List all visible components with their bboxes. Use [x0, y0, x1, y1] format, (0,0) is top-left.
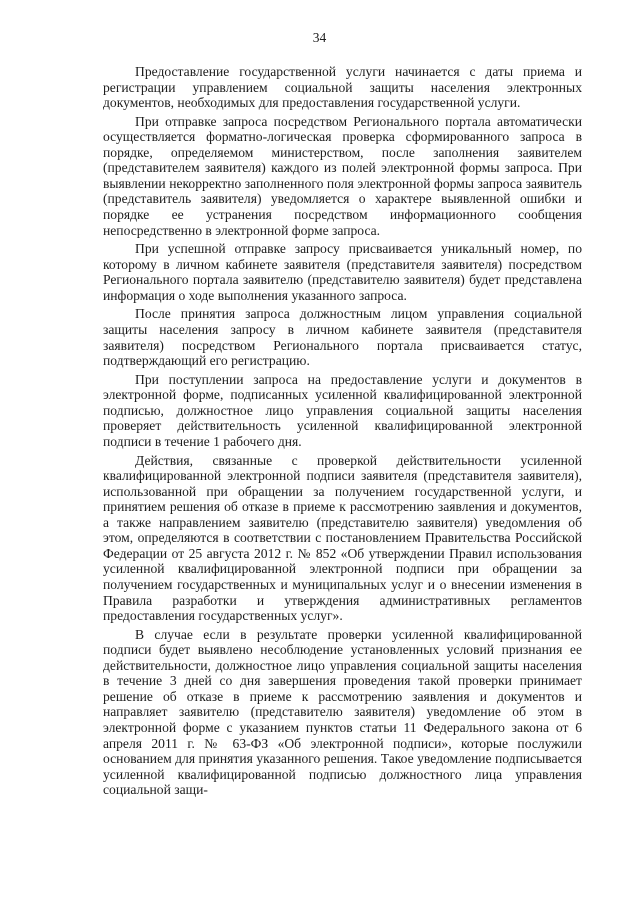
paragraph-1: Предоставление государственной услуги начинается с даты приема и регистрации управлением социальной защиты населения электронных документов, необходимых для предоставления государственной услуги.	[103, 64, 582, 111]
paragraph-5: При поступлении запроса на предоставление услуги и документов в электронной форме, подписанных усиленной квалифицированной электронной подписью, должностное лицо управления социальной защиты населения проверяет действительность усиленной квалифицированной электронной подписи в течение 1 рабочего дня.	[103, 371, 582, 449]
page-number: 34	[312, 30, 327, 45]
paragraph-2: При отправке запроса посредством Регионального портала автоматически осуществляется форматно-логическая проверка сформированного запроса в порядке, определяемом министерством, после заполнения заявителем (представителем заявителя) каждого из полей электронной формы запроса. При выявлении некорректно заполненного поля электронной формы запроса заявитель (представитель заявителя) уведомляется о характере выявленной ошибки и порядке ее устранения посредством информационного сообщения непосредственно в электронной форме запроса.	[103, 113, 582, 238]
paragraph-6: Действия, связанные с проверкой действительности усиленной квалифицированной электронной подписи заявителя (представителя заявителя), использованной при обращении за получением государственной услуги, и принятием решения об отказе в приеме к рассмотрению заявления и документов, а также направлением заявителю (представителю заявителя) уведомления об этом, определяются в соответствии с постановлением Правительства Российской Федерации от 25 августа 2012 г. № 852 «Об утверждении Правил использования усиленной квалифицированной электронной подписи при обращении за получением государственных и муниципальных услуг и о внесении изменения в Правила разработки и утверждения административных регламентов предоставления государственных услуг».	[103, 452, 582, 624]
paragraph-4: После принятия запроса должностным лицом управления социальной защиты населения запросу в личном кабинете заявителя (представителя заявителя) посредством Регионального портала присваивается статус, подтверждающий его регистрацию.	[103, 306, 582, 369]
document-body	[103, 64, 582, 801]
paragraph-3: При успешной отправке запросу присваивается уникальный номер, по которому в личном кабинете заявителя (представителя заявителя) посредством Регионального портала заявителю (представителю заявителя) будет представлена информация о ходе выполнения указанного запроса.	[103, 241, 582, 303]
paragraph-7: В случае если в результате проверки усиленной квалифицированной подписи будет выявлено несоблюдение установленных условий признания ее действительности, должностное лицо управления социальной защиты населения в течение 3 дней со дня завершения проведения такой проверки принимает решение об отказе в приеме к рассмотрению заявления и документов и направляет заявителю (представителю заявителя) уведомление об этом в электронной форме с указанием пунктов статьи 11 Федерального закона от 6 апреля 2011 г. № 63-ФЗ «Об электронной подписи», которые послужили основанием для принятия указанного решения. Такое уведомление подписывается усиленной квалифицированной подписью должностного лица управления социальной защи-	[103, 626, 582, 798]
